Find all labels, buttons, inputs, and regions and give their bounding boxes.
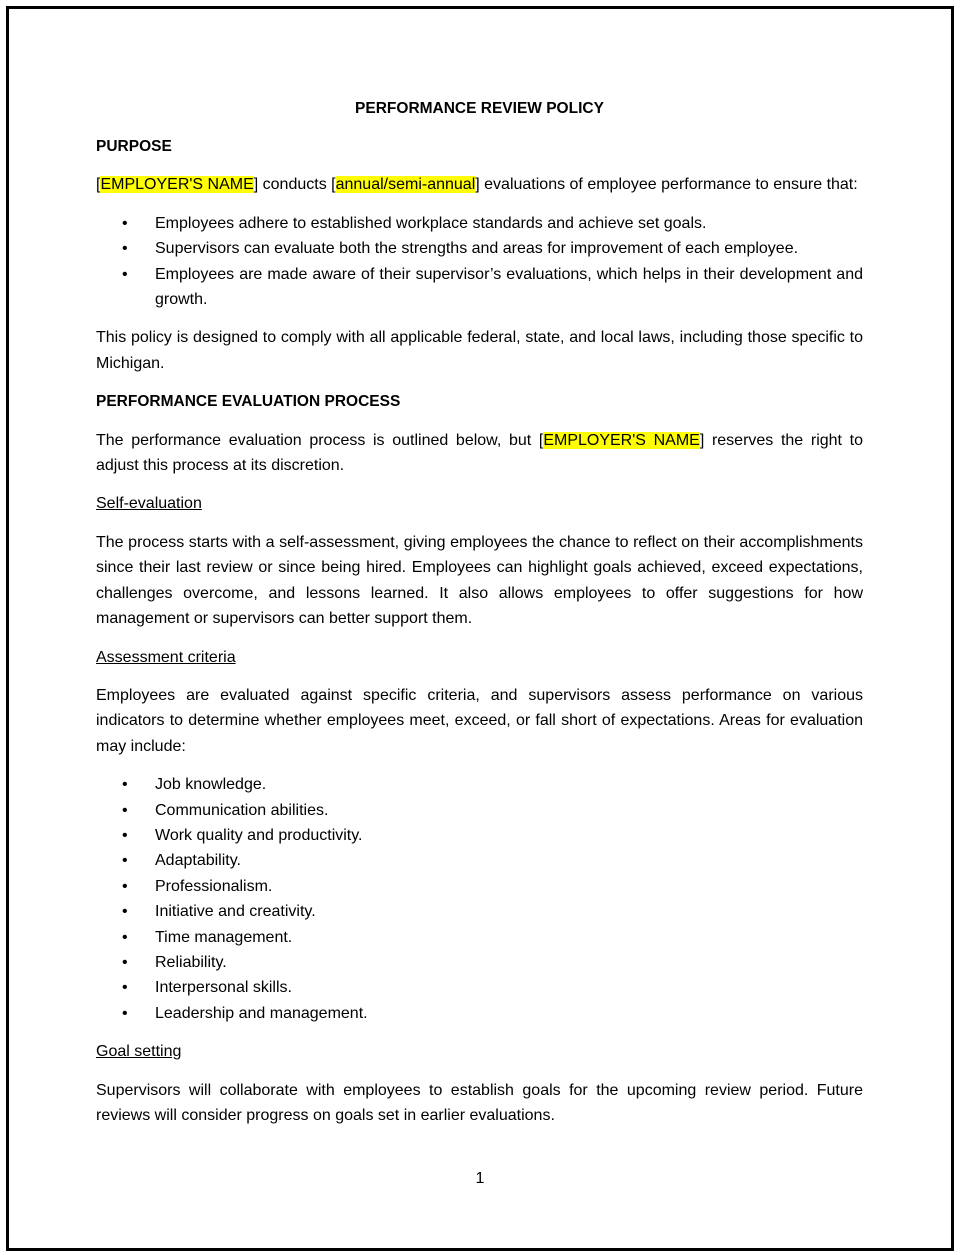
frequency-placeholder: annual/semi-annual [335,176,476,194]
list-item [96,262,863,313]
list-item [96,975,863,1000]
document-title: PERFORMANCE REVIEW POLICY [355,100,604,117]
bullet-icon: • [122,265,128,283]
list-item [96,211,863,236]
list-item-text: Work quality and productivity. [155,826,363,844]
process-heading: PERFORMANCE EVALUATION PROCESS [96,393,401,411]
bullet-icon: • [122,903,128,921]
document-page [96,96,863,1141]
bracket-open: [ [96,176,101,194]
bullet-icon: • [122,877,128,895]
self-evaluation-heading: Self-evaluation [96,495,202,513]
goal-setting-heading: Goal setting [96,1043,182,1061]
list-item [96,925,863,950]
intro-mid: ] conducts [ [253,176,336,194]
list-item [96,874,863,899]
intro-end: ] evaluations of employee performance to ensure that: [475,176,858,194]
list-item [96,798,863,823]
bullet-icon: • [122,240,128,258]
purpose-intro [96,172,863,197]
list-item-text: Job knowledge. [155,776,267,794]
employer-name-placeholder: EMPLOYER'S NAME [100,176,254,194]
page-number: 1 [475,1170,485,1187]
criteria-list [96,772,863,1026]
process-intro-start: The performance evaluation process is outlined below, but [ [96,431,544,449]
bullet-icon: • [122,928,128,946]
list-item-text: Employees adhere to established workplace standards and achieve set goals. [155,214,707,232]
list-item [96,236,863,261]
purpose-list [96,211,863,313]
purpose-heading: PURPOSE [96,138,172,155]
list-item-text: Adaptability. [155,852,241,870]
list-item-text: Reliability. [155,953,227,971]
bullet-icon: • [122,826,128,844]
list-item [96,1001,863,1026]
list-item-text: Leadership and management. [155,1004,368,1022]
assessment-criteria-heading: Assessment criteria [96,648,236,666]
compliance-paragraph: This policy is designed to comply with all applicable federal, state, and local laws, including those specific to Michigan. [96,329,863,372]
list-item-text: Initiative and creativity. [155,903,316,921]
bullet-icon: • [122,776,128,794]
list-item [96,848,863,873]
list-item-text: Communication abilities. [155,801,329,819]
bullet-icon: • [122,214,128,232]
list-item-text: Interpersonal skills. [155,979,292,997]
list-item-text: Employees are made aware of their supervisor’s evaluations, which helps in their development and growth. [155,265,863,309]
goal-setting-paragraph: Supervisors will collaborate with employees to establish goals for the upcoming review period. Future reviews will consider progress on goals set in earlier evaluations. [96,1081,863,1124]
employer-name-placeholder: EMPLOYER'S NAME [543,431,700,449]
bullet-icon: • [122,801,128,819]
list-item [96,950,863,975]
list-item [96,772,863,797]
self-evaluation-paragraph: The process starts with a self-assessment, giving employees the chance to reflect on their accomplishments since their last review or since being hired. Employees can highlight goals achieved, exceed expectations, challenges overcome, and lessons learned. It also allows employees to offer suggestions for how management or supervisors can better support them. [96,533,863,628]
list-item-text: Professionalism. [155,877,273,895]
process-intro [96,428,863,479]
list-item [96,823,863,848]
bullet-icon: • [122,953,128,971]
list-item-text: Time management. [155,928,293,946]
bullet-icon: • [122,1004,128,1022]
bullet-icon: • [122,852,128,870]
bullet-icon: • [122,979,128,997]
list-item-text: Supervisors can evaluate both the strengths and areas for improvement of each employee. [155,240,799,258]
list-item [96,899,863,924]
process-intro-end: ] reserves the right to adjust this process at its discretion. [96,431,863,475]
assessment-criteria-paragraph: Employees are evaluated against specific criteria, and supervisors assess performance on various indicators to determine whether employees meet, exceed, or fall short of expectations. Areas for evaluation may include: [96,686,863,755]
